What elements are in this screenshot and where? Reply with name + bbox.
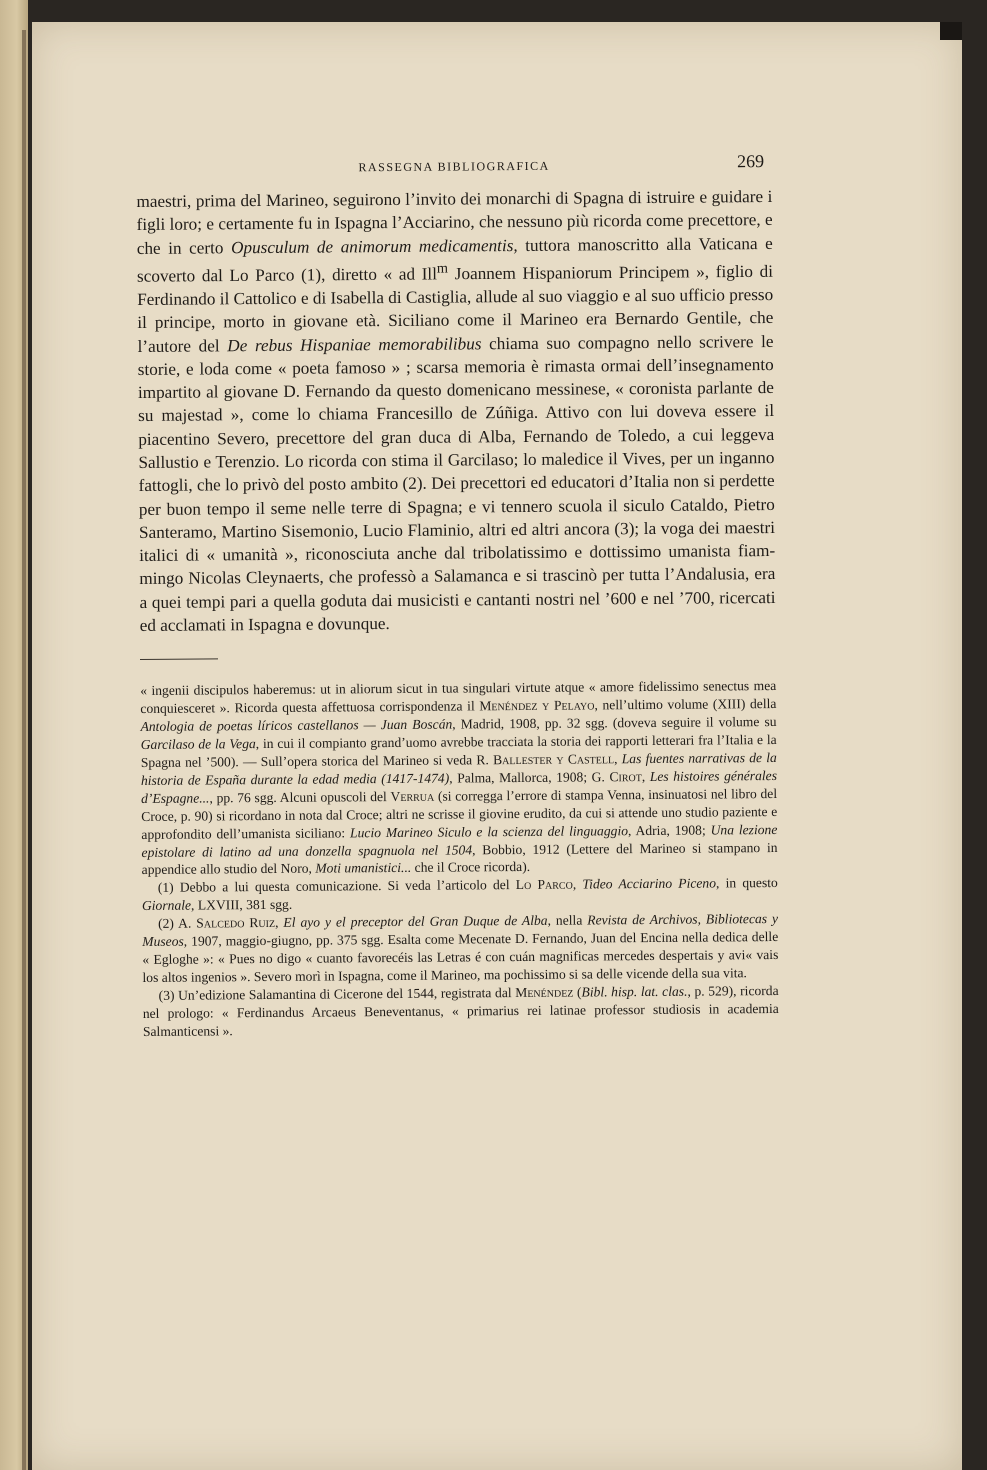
- page-content: [136, 145, 779, 1040]
- main-paragraph: maestri, prima del Marineo, seguirono l’invito dei monarchi di Spagna di istruire e guidare i figli loro; e certamente fu in Ispagna l’Acciarino, che nessuno più ricorda come precettore, e che in certo Opusculum de animorum medicamentis, tuttora manoscritto alla Vaticana e scoverto dal Lo Parco (1), diretto « ad Ill$^m$ Joannem Hispaniorum Principem », figlio di Ferdinando il Cattolico e di Isabella di Castiglia, allude al suo viaggio e al suo ufficio presso il principe, morto in giovane età. Siciliano come il Marineo era Bernardo Gentile, che l’autore del De rebus Hispaniae memorabilibus chiama suo compagno nello scrivere le storie, e loda come « poeta famoso » ; scarsa memoria è rimasta ormai dell’insegnamento impartito al giovane D. Fernando da questo domenicano messinese, « coronista parlante de su majestad », come lo chiama Francesillo de Zúñiga. Attivo con lui doveva essere il piacentino Severo, precettore del gran duca di Alba, Fernando de Toledo, a cui leggeva Sallustio e Terenzio. Lo ricorda con stima il Garcilaso; lo maledice il Vives, per un inganno fattogli, che lo privò del posto ambito (2). Dei precettori ed educatori d’Italia non si perdette per buon tempo il seme nelle terre di Spagna; e vi tennero scuola il siculo Cataldo, Pietro Santeramo, Martino Sisemonio, Lucio Flaminio, altri ed altri ancora (3); la voga dei maestri italici di « umanità », riconosciuta anche dal tribolatissimo e dottissimo umanista fiammingo Nicolas Cleynaerts, che professò a Salamanca e si trascinò per tutta l’Andalusia, era a quei tempi pari a quella goduta dai musicisti e cantanti nostri nel ’600 e nel ’700, ricercati ed acclamati in Ispagna e dovunque.: [136, 187, 776, 636]
- running-head: [136, 145, 772, 190]
- footnote-rule: [140, 659, 218, 661]
- footnotes: [140, 677, 779, 1040]
- footnote-continuation: « ingenii discipulos haberemus: ut in aliorum sicut in tua singulari virtute atque « amore fidelissimo senectus mea conquiesceret ». Ricorda questa affettuosa corrispondenza il Menéndez y Pelayo, nell’ultimo volume (XIII) della Antologia de poetas líricos castellanos — Juan Boscán, Madrid, 1908, pp. 32 sgg. (doveva seguire il volume su Garcilaso de la Vega, in cui il compianto grand’uomo avrebbe tracciata la storia dei rapporti letterari fra l’Italia e la Spagna nel ’500). — Sull’opera storica del Marineo si veda R. Ballester y Castell, Las fuentes narrativas de la historia de España durante la edad media (1417-1474), Palma, Mallorca, 1908; G. Cirot, Les histoires générales d’Espagne..., pp. 76 sgg. Alcuni opuscoli del Verrua (si corregga l’errore di stampa Venna, insinuatosi nel libro del Croce, p. 90) si ricordano in nota dal Croce; altri ne scrisse il giovine erudito, da cui si attende uno studio paziente e approfondito dell’umanista siciliano: Lucio Marineo Siculo e la scienza del linguaggio, Adria, 1908; Una lezione epistolare di latino ad una donzella spagnuola nel 1504, Bobbio, 1912 (Lettere del Marineo si stampano in appendice allo studio del Noro, Moti umanistici... che il Croce ricorda).: [140, 678, 778, 878]
- footnote-1: (1) Debbo a lui questa comunicazione. Si veda l’articolo del Lo Parco, Tideo Acciarino Piceno, in questo Giornale, LXVIII, 381 sgg.: [141, 875, 778, 914]
- footnote-3: (3) Un’edizione Salamantina di Cicerone del 1544, registrata dal Menéndez (Bibl. hisp. lat. clas., p. 529), ricorda nel prologo: « Ferdinandus Arcaeus Beneventanus, « primarius rei latinae professor studiosis in academia Salmanticensi ».: [142, 982, 779, 1039]
- running-title: RASSEGNA BIBLIOGRAFICA: [358, 158, 550, 175]
- footnote-2: (2) A. Salcedo Ruiz, El ayo y el preceptor del Gran Duque de Alba, nella Revista de Archivos, Bibliotecas y Museos, 1907, maggio-giugno, pp. 375 sgg. Esalta come Mecenate D. Fernando, Juan del Encina nella dedica delle « Egloghe »: « Pues no digo « cuanto favorecéis las Letras é con cuán magnificas mercedes despertais y avi« vais los altos ingenios ». Severo morì in Ispagna, come il Marineo, ma pochissimo si sa delle vicende della sua vita.: [142, 911, 779, 985]
- page-corner: [940, 22, 962, 40]
- binding-gutter: [22, 30, 26, 1470]
- page-number: 269: [737, 151, 765, 172]
